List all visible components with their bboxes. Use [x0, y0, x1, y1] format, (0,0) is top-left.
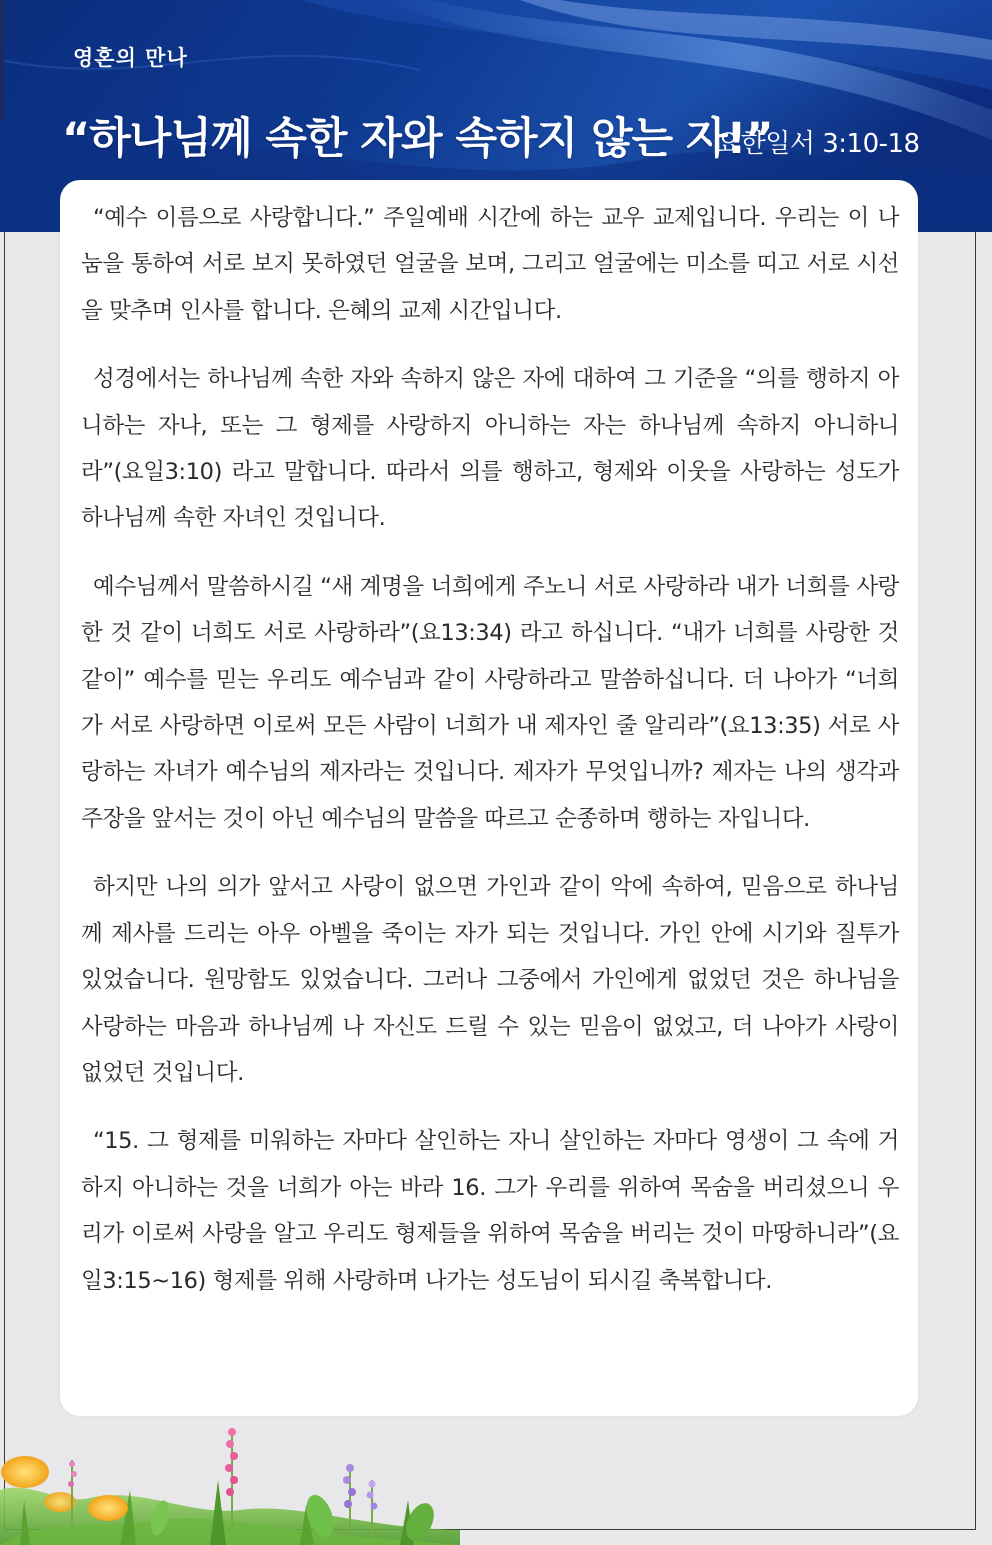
meadow-flowers-illustration: [0, 1420, 460, 1545]
sermon-content-card: [60, 180, 918, 1416]
sermon-title: “하나님께 속한 자와 속하지 않는 자!”: [62, 114, 773, 164]
section-label: 영혼의 만나: [73, 46, 188, 70]
scripture-reference: 요한일서 3:10-18: [716, 129, 920, 159]
outer-edge-strip: [0, 0, 4, 120]
paragraph-standard: 성경에서는 하나님께 속한 자와 속하지 않은 자에 대하여 그 기준을 “의를 행하지 아니하는 자나, 또는 그 형제를 사랑하지 아니하는 자는 하나님께 속하지 아니하니라”(요일3:10) 라고 말합니다. 따라서 의를 행하고, 형제와 이웃을 사랑하는 성도가 하나님께 속한 자녀인 것입니다.: [81, 366, 899, 532]
paragraph-cain: 하지만 나의 의가 앞서고 사랑이 없으면 가인과 같이 악에 속하여, 믿음으로 하나님께 제사를 드리는 아우 아벨을 죽이는 자가 되는 것입니다. 가인 안에 시기와 질투가 있었습니다. 원망함도 있었습니다. 그러나 그중에서 가인에게 없었던 것은 하나님을 사랑하는 마음과 하나님께 나 자신도 드릴 수 있는 믿음이 없었고, 더 나아가 사랑이 없었던 것입니다.: [81, 874, 899, 1086]
paragraph-greeting: “예수 이름으로 사랑합니다.” 주일예배 시간에 하는 교우 교제입니다. 우리는 이 나눔을 통하여 서로 보지 못하였던 얼굴을 보며, 그리고 얼굴에는 미소를 띠고 서로 시선을 맞추며 인사를 합니다. 은혜의 교제 시간입니다.: [81, 205, 899, 324]
paragraph-blessing: “15. 그 형제를 미워하는 자마다 살인하는 자니 살인하는 자마다 영생이 그 속에 거하지 아니하는 것을 너희가 아는 바라 16. 그가 우리를 위하여 목숨을 버리셨으니 우리가 이로써 사랑을 알고 우리도 형제들을 위하여 목숨을 버리는 것이 마땅하니라”(요일3:15~16) 형제를 위해 사랑하며 나가는 성도님이 되시길 축복합니다.: [81, 1128, 900, 1294]
paragraph-new-commandment: 예수님께서 말씀하시길 “새 계명을 너희에게 주노니 서로 사랑하라 내가 너희를 사랑한 것 같이 너희도 서로 사랑하라”(요13:34) 라고 하십니다. “내가 너희를 사랑한 것 같이” 예수를 믿는 우리도 예수님과 같이 사랑하라고 말씀하십니다. 더 나아가 “너희가 서로 사랑하면 이로써 모든 사람이 너희가 내 제자인 줄 알리라”(요13:35) 서로 사랑하는 자녀가 예수님의 제자라는 것입니다. 제자가 무엇입니까? 제자는 나의 생각과 주장을 앞서는 것이 아닌 예수님의 말씀을 따르고 순종하며 행하는 자입니다.: [81, 573, 899, 832]
